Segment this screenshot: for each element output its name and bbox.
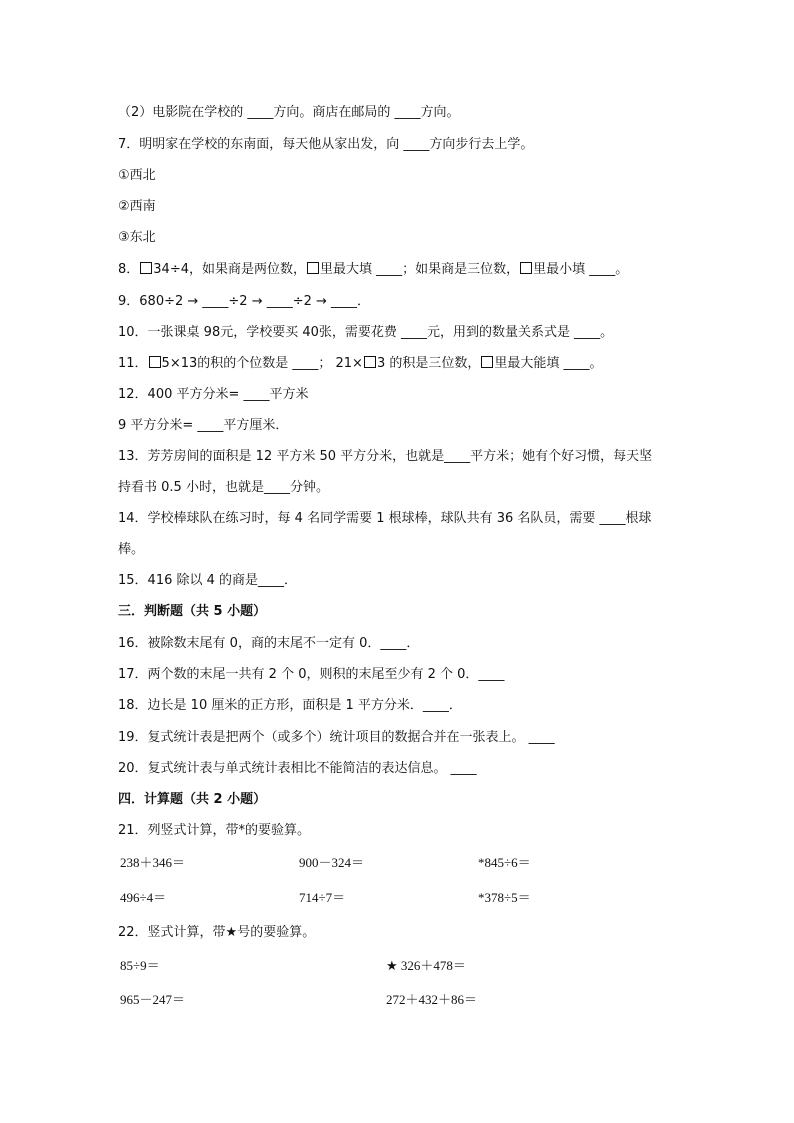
q21-item: 496÷4＝ <box>120 890 167 905</box>
q8-text-2: 里最大填 ____；如果商是三位数， <box>320 262 520 277</box>
q11-text-1: 5×13的积的个位数是 ____； 21× <box>161 356 363 371</box>
q17: 17．两个数的末尾一共有 2 个 0，则积的末尾至少有 2 个 0．____ <box>118 667 505 682</box>
q12-part1: 12．400 平方分米= ____平方米 <box>118 387 309 402</box>
q21-item: 238＋346＝ <box>120 855 186 870</box>
q11 <box>118 355 603 373</box>
q19: 19．复式统计表是把两个（或多个）统计项目的数据合并在一张表上。 ____ <box>118 730 555 745</box>
q14-line2: 棒。 <box>118 542 145 557</box>
q7-option-3: ③东北 <box>118 230 156 245</box>
q6-part2: （2）电影院在学校的 ____方向。商店在邮局的 ____方向。 <box>118 105 460 120</box>
q14-line1: 14．学校棒球队在练习时，每 4 名同学需要 1 根球棒，球队共有 36 名队员，需要 ____根球 <box>118 511 652 526</box>
blank-box-icon <box>520 262 532 274</box>
q8-text-1: 34÷4，如果商是两位数， <box>153 262 306 277</box>
q10: 10．一张课桌 98元，学校要买 40张，需要花费 ____元，用到的数量关系式是 ____。 <box>118 325 614 340</box>
q22-item: ★ 326＋478＝ <box>386 958 466 973</box>
blank-box-icon <box>307 262 319 274</box>
q11-number: 11． <box>118 356 148 371</box>
q22-item: 965－247＝ <box>120 992 186 1007</box>
q21: 21．列竖式计算，带*的要验算。 <box>118 823 311 838</box>
q18: 18．边长是 10 厘米的正方形，面积是 1 平方分米．____． <box>118 698 462 713</box>
q12-part2: 9 平方分米= ____平方厘米． <box>118 418 289 433</box>
q21-item: *845÷6＝ <box>478 855 531 870</box>
q13-line1: 13．芳芳房间的面积是 12 平方米 50 平方分米，也就是____平方米；她有个好习惯，每天坚 <box>118 449 653 464</box>
q7: 7．明明家在学校的东南面，每天他从家出发，向 ____方向步行去上学。 <box>118 137 534 152</box>
q13-line2: 持看书 0.5 小时，也就是____分钟。 <box>118 480 329 495</box>
blank-box-icon <box>140 262 152 274</box>
q22-item: 272＋432＋86＝ <box>386 992 478 1007</box>
q21-item: *378÷5＝ <box>478 890 531 905</box>
q7-option-2: ②西南 <box>118 199 156 214</box>
blank-box-icon <box>364 356 376 368</box>
q20: 20．复式统计表与单式统计表相比不能简洁的表达信息。 ____ <box>118 761 477 776</box>
q21-item: 900－324＝ <box>299 855 365 870</box>
q21-item: 714÷7＝ <box>299 890 346 905</box>
blank-box-icon <box>149 356 161 368</box>
section-calculation-title: 四．计算题（共 2 小题） <box>118 792 267 807</box>
q16: 16．被除数末尾有 0，商的末尾不一定有 0．____． <box>118 636 420 651</box>
q8-number: 8． <box>118 262 140 277</box>
q7-option-1: ①西北 <box>118 168 156 183</box>
q11-text-2: 3 的积是三位数， <box>376 356 481 371</box>
q22-item: 85÷9＝ <box>120 958 160 973</box>
q8-text-3: 里最小填 ____。 <box>533 262 629 277</box>
q8 <box>118 261 628 279</box>
q15: 15．416 除以 4 的商是____． <box>118 573 298 588</box>
blank-box-icon <box>481 356 493 368</box>
q22: 22．竖式计算，带★号的要验算。 <box>118 925 316 940</box>
section-judgement-title: 三．判断题（共 5 小题） <box>118 604 267 619</box>
q11-text-3: 里最大能填 ____。 <box>494 356 603 371</box>
q9: 9．680÷2 → ____÷2 → ____÷2 → ____． <box>118 294 371 309</box>
